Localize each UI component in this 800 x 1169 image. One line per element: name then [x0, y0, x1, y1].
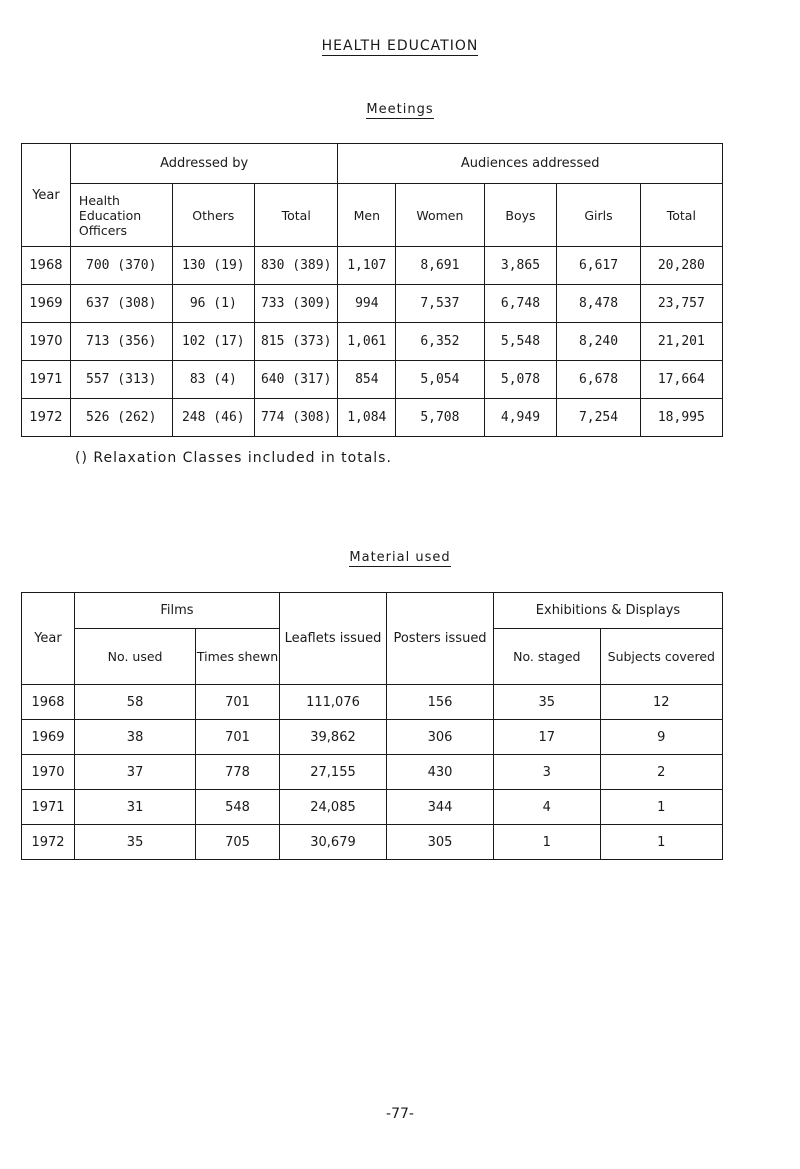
material-table — [21, 592, 723, 860]
girls-header: Girls — [557, 184, 640, 247]
boys-cell: 5,548 — [484, 323, 557, 361]
boys-header: Boys — [484, 184, 557, 247]
page-title: HEALTH EDUCATION — [321, 38, 479, 54]
total-cell: 774 (308) — [255, 399, 338, 437]
table-row — [22, 790, 723, 825]
posters-cell: 306 — [387, 720, 494, 755]
year-header: Year — [22, 593, 75, 685]
no-staged-cell: 4 — [493, 790, 600, 825]
table-row — [22, 720, 723, 755]
women-cell: 5,708 — [396, 399, 484, 437]
year-cell: 1971 — [22, 361, 71, 399]
subjects-cell: 2 — [600, 755, 722, 790]
meetings-table — [21, 143, 723, 437]
heo-cell: 637 (308) — [70, 285, 172, 323]
subjects-cell: 1 — [600, 790, 722, 825]
others-cell: 96 (1) — [172, 285, 255, 323]
others-header: Others — [172, 184, 255, 247]
boys-cell: 3,865 — [484, 247, 557, 285]
men-cell: 854 — [338, 361, 396, 399]
men-cell: 1,061 — [338, 323, 396, 361]
year-cell: 1972 — [22, 399, 71, 437]
subjects-cell: 12 — [600, 685, 722, 720]
no-used-cell: 35 — [74, 825, 195, 860]
audience-total-cell: 17,664 — [640, 361, 722, 399]
boys-cell: 5,078 — [484, 361, 557, 399]
heo-cell: 526 (262) — [70, 399, 172, 437]
no-used-cell: 58 — [74, 685, 195, 720]
audiences-header: Audiences addressed — [338, 144, 723, 184]
leaflets-cell: 30,679 — [279, 825, 386, 860]
women-header: Women — [396, 184, 484, 247]
others-cell: 248 (46) — [172, 399, 255, 437]
men-cell: 994 — [338, 285, 396, 323]
boys-cell: 6,748 — [484, 285, 557, 323]
relaxation-note: () Relaxation Classes included in totals. — [75, 450, 392, 466]
women-cell: 8,691 — [396, 247, 484, 285]
films-header: Films — [74, 593, 279, 629]
total-cell: 830 (389) — [255, 247, 338, 285]
posters-cell: 156 — [387, 685, 494, 720]
no-used-cell: 31 — [74, 790, 195, 825]
total-header: Total — [255, 184, 338, 247]
times-shewn-cell: 701 — [196, 720, 280, 755]
posters-header: Posters issued — [387, 593, 494, 685]
year-cell: 1969 — [22, 285, 71, 323]
heo-cell: 713 (356) — [70, 323, 172, 361]
leaflets-cell: 39,862 — [279, 720, 386, 755]
others-cell: 83 (4) — [172, 361, 255, 399]
table-row — [22, 323, 723, 361]
times-shewn-cell: 778 — [196, 755, 280, 790]
times-shewn-cell: 705 — [196, 825, 280, 860]
table-row — [22, 825, 723, 860]
times-shewn-cell: 701 — [196, 685, 280, 720]
others-cell: 102 (17) — [172, 323, 255, 361]
table-row — [22, 755, 723, 790]
audience-total-cell: 21,201 — [640, 323, 722, 361]
no-staged-cell: 17 — [493, 720, 600, 755]
no-staged-cell: 1 — [493, 825, 600, 860]
table-row — [22, 247, 723, 285]
no-staged-header: No. staged — [493, 629, 600, 685]
audience-total-cell: 23,757 — [640, 285, 722, 323]
boys-cell: 4,949 — [484, 399, 557, 437]
girls-cell: 6,678 — [557, 361, 640, 399]
year-cell: 1969 — [22, 720, 75, 755]
year-cell: 1970 — [22, 755, 75, 790]
leaflets-cell: 27,155 — [279, 755, 386, 790]
leaflets-cell: 111,076 — [279, 685, 386, 720]
men-cell: 1,084 — [338, 399, 396, 437]
audience-total-cell: 18,995 — [640, 399, 722, 437]
posters-cell: 430 — [387, 755, 494, 790]
table-row — [22, 685, 723, 720]
year-header: Year — [22, 144, 71, 247]
no-staged-cell: 3 — [493, 755, 600, 790]
audience-total-header: Total — [640, 184, 722, 247]
times-shewn-header: Times shewn — [196, 629, 280, 685]
leaflets-cell: 24,085 — [279, 790, 386, 825]
no-used-cell: 38 — [74, 720, 195, 755]
exhibitions-header: Exhibitions & Displays — [493, 593, 722, 629]
addressed-by-header: Addressed by — [70, 144, 337, 184]
subjects-cell: 1 — [600, 825, 722, 860]
meetings-title: Meetings — [366, 102, 434, 117]
posters-cell: 344 — [387, 790, 494, 825]
total-cell: 640 (317) — [255, 361, 338, 399]
no-staged-cell: 35 — [493, 685, 600, 720]
year-cell: 1968 — [22, 685, 75, 720]
others-cell: 130 (19) — [172, 247, 255, 285]
heo-header: Health Education Officers — [70, 184, 172, 247]
heo-cell: 700 (370) — [70, 247, 172, 285]
girls-cell: 7,254 — [557, 399, 640, 437]
audience-total-cell: 20,280 — [640, 247, 722, 285]
heo-cell: 557 (313) — [70, 361, 172, 399]
subjects-header: Subjects covered — [600, 629, 722, 685]
leaflets-header: Leaflets issued — [279, 593, 386, 685]
table-row — [22, 285, 723, 323]
year-cell: 1968 — [22, 247, 71, 285]
table-row — [22, 361, 723, 399]
women-cell: 7,537 — [396, 285, 484, 323]
times-shewn-cell: 548 — [196, 790, 280, 825]
girls-cell: 6,617 — [557, 247, 640, 285]
year-cell: 1970 — [22, 323, 71, 361]
total-cell: 815 (373) — [255, 323, 338, 361]
girls-cell: 8,240 — [557, 323, 640, 361]
no-used-header: No. used — [74, 629, 195, 685]
table-row — [22, 399, 723, 437]
material-title: Material used — [349, 550, 451, 565]
girls-cell: 8,478 — [557, 285, 640, 323]
no-used-cell: 37 — [74, 755, 195, 790]
men-header: Men — [338, 184, 396, 247]
subjects-cell: 9 — [600, 720, 722, 755]
men-cell: 1,107 — [338, 247, 396, 285]
page-number: -77- — [386, 1106, 414, 1122]
posters-cell: 305 — [387, 825, 494, 860]
year-cell: 1972 — [22, 825, 75, 860]
total-cell: 733 (309) — [255, 285, 338, 323]
year-cell: 1971 — [22, 790, 75, 825]
women-cell: 5,054 — [396, 361, 484, 399]
women-cell: 6,352 — [396, 323, 484, 361]
